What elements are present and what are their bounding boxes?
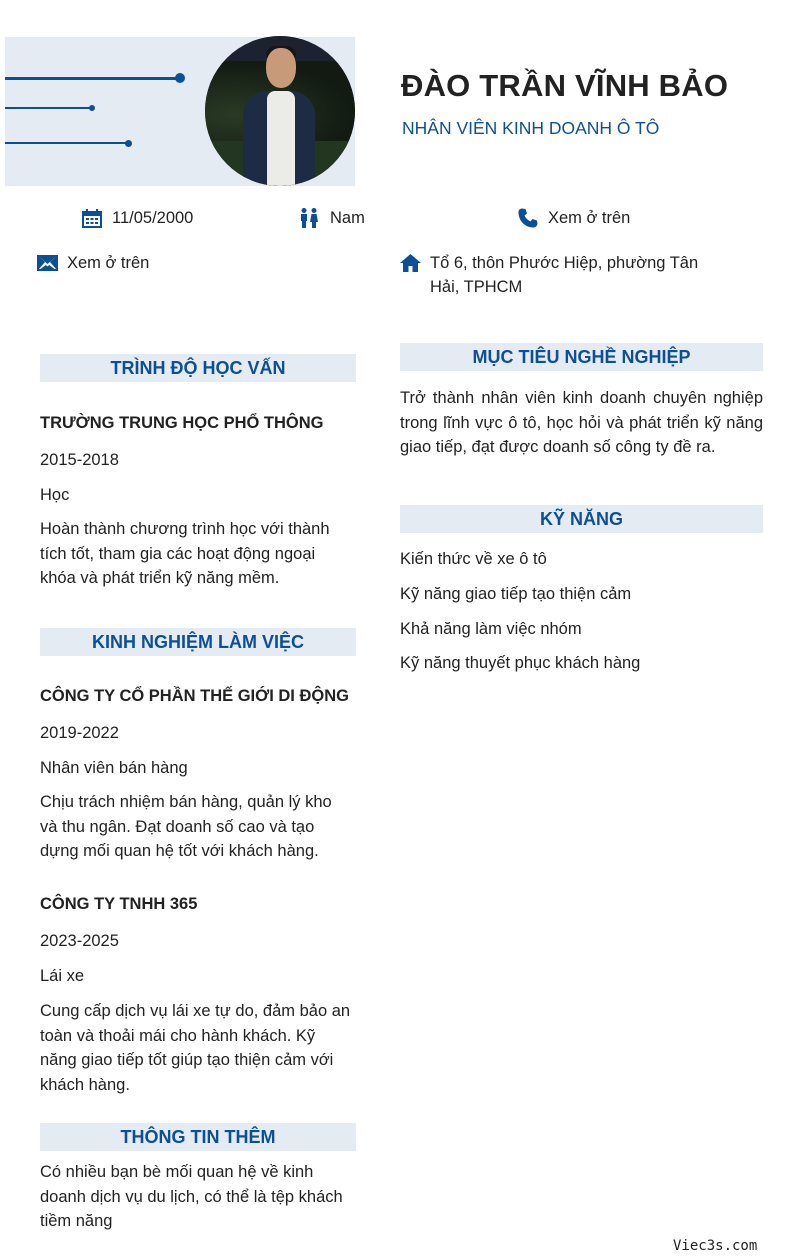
section-objective-heading: MỤC TIÊU NGHỀ NGHIỆP: [400, 343, 763, 371]
people-icon: [300, 206, 322, 230]
education-school: TRƯỜNG TRUNG HỌC PHỔ THÔNG: [40, 414, 324, 432]
objective-text: Trở thành nhân viên kinh doanh chuyên nghiệp trong lĩnh vực ô tô, học hỏi và phát triển kỹ năng giao tiếp, đạt được doanh số công ty đề ra.: [400, 389, 763, 456]
experience-company: CÔNG TY CỔ PHẦN THẾ GIỚI DI ĐỘNG: [40, 687, 349, 705]
decorative-line: [5, 142, 128, 144]
additional-info: Có nhiều bạn bè mối quan hệ về kinh doanh dịch vụ du lịch, có thể là tệp khách tiềm năng: [40, 1163, 343, 1230]
decorative-dot: [125, 140, 132, 147]
birthday-value: 11/05/2000: [112, 209, 194, 227]
email-value: Xem ở trên: [67, 254, 150, 272]
contact-birthday: [82, 206, 193, 230]
skill-item: Khả năng làm việc nhóm: [400, 620, 582, 638]
experience-position: Lái xe: [40, 967, 85, 985]
envelope-icon: [37, 251, 59, 275]
section-education-heading: TRÌNH ĐỘ HỌC VẤN: [40, 354, 356, 382]
address-line-2: Hải, TPHCM: [430, 278, 523, 296]
experience-description: Chịu trách nhiệm bán hàng, quản lý kho và thu ngân. Đạt doanh số cao và tạo dựng mối quan hệ tốt với khách hàng.: [40, 793, 332, 860]
candidate-name: ĐÀO TRẦN VĨNH BẢO: [401, 68, 729, 103]
decorative-dot: [89, 105, 95, 111]
contact-email: [37, 251, 149, 275]
decorative-line: [5, 77, 180, 80]
decorative-dot: [175, 73, 185, 83]
experience-period: 2023-2025: [40, 932, 119, 950]
education-period: 2015-2018: [40, 451, 119, 469]
phone-icon: [518, 206, 540, 230]
experience-description: Cung cấp dịch vụ lái xe tự do, đảm bảo an toàn và thoải mái cho hành khách. Kỹ năng giao tiếp tốt giúp tạo thiện cảm với khách hàng.: [40, 1002, 351, 1094]
calendar-icon: [82, 206, 104, 230]
avatar: [205, 36, 355, 186]
watermark: Viec3s.com: [673, 1238, 758, 1254]
contact-address: [400, 251, 698, 299]
phone-value: Xem ở trên: [548, 209, 631, 227]
education-description: Hoàn thành chương trình học với thành tích tốt, tham gia các hoạt động ngoại khóa và phát triển kỹ năng mềm.: [40, 520, 330, 587]
section-experience-heading: KINH NGHIỆM LÀM VIỆC: [40, 628, 356, 656]
experience-company: CÔNG TY TNHH 365: [40, 895, 198, 913]
experience-period: 2019-2022: [40, 724, 119, 742]
skill-item: Kỹ năng giao tiếp tạo thiện cảm: [400, 585, 632, 603]
address-line-1: Tổ 6, thôn Phước Hiệp, phường Tân: [430, 254, 699, 272]
gender-value: Nam: [330, 209, 365, 227]
home-icon: [400, 251, 422, 275]
skill-item: Kiến thức về xe ô tô: [400, 550, 547, 568]
decorative-line: [5, 107, 93, 109]
job-title: NHÂN VIÊN KINH DOANH Ô TÔ: [402, 118, 660, 138]
contact-gender: [300, 206, 365, 230]
experience-position: Nhân viên bán hàng: [40, 759, 188, 777]
education-major: Học: [40, 486, 70, 504]
contact-phone: [518, 206, 630, 230]
section-skills-heading: KỸ NĂNG: [400, 505, 763, 533]
skill-item: Kỹ năng thuyết phục khách hàng: [400, 654, 641, 672]
section-additional-heading: THÔNG TIN THÊM: [40, 1123, 356, 1151]
